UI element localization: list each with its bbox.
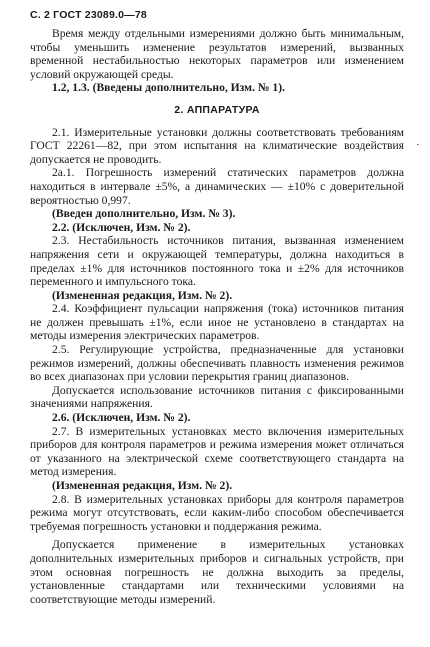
- page-header: С. 2 ГОСТ 23089.0—78: [30, 9, 147, 21]
- paragraph-2-3: 2.3. Нестабильность источников питания, вызванная изменением напряжения сети и окружающей температуры, должна находиться в пределах ±1% для источников постоянного тока и ±2% для источников переменного и импульсного тока.: [30, 234, 404, 289]
- document-body: [30, 27, 404, 606]
- paragraph-2-6: 2.6. (Исключен, Изм. № 2).: [52, 411, 191, 425]
- paragraph-2-2: 2.2. (Исключен, Изм. № 2).: [52, 220, 191, 234]
- margin-mark: ·: [416, 139, 420, 151]
- paragraph-2-8: 2.8. В измерительных установках приборы для контроля параметров режима могут отсутствовать, если каким-либо способом обеспечивается требуемая погрешность установки и поддержания режима.: [30, 492, 404, 533]
- paragraph-2-8-allowed: Допускается применение в измерительных установках дополнительных измерительных приборов и сигнальных устройств, при этом основная погрешность не должна выходить за пределы, установленные стандартами или техническими условиями на соответствующие методы измерений.: [30, 538, 404, 606]
- paragraph-amendment-3: (Введен дополнительно, Изм. № 3).: [52, 207, 236, 221]
- paragraph-revised-2-3: (Измененная редакция, Изм. № 2).: [52, 288, 233, 302]
- paragraph-2-5-allowed: Допускается использование источников питания с фиксированными значениями напряжения.: [30, 383, 404, 411]
- paragraph-2-5: 2.5. Регулирующие устройства, предназначенные для установки режимов измерений, должны обеспечивать плавность изменения режимов во всех диапазонах при условии перекрытия границ диапазонов.: [30, 343, 404, 384]
- section-title-apparatus: 2. АППАРАТУРА: [174, 103, 260, 116]
- paragraph-amendment-1: 1.2, 1.3. (Введены дополнительно, Изм. № 1).: [52, 81, 285, 95]
- paragraph-2-7: 2.7. В измерительных установках место включения измерительных приборов для контроля параметров и режима измерения может отличаться от указанного на электрической схеме соответствующего стандарта на метод измерения.: [30, 424, 404, 479]
- paragraph-2-1: 2.1. Измерительные установки должны соответствовать требованиям ГОСТ 22261—82, при этом испытания на климатические воздействия допускается не проводить.: [30, 125, 404, 166]
- paragraph-2-4: 2.4. Коэффициент пульсации напряжения (тока) источников питания не должен превышать ±1%, если иное не установлено в стандартах на методы измерения электрических параметров.: [30, 302, 404, 343]
- paragraph-time-between-measurements: Время между отдельными измерениями должно быть минимальным, чтобы уменьшить изменение результатов измерений, вызванных временной нестабильностью некоторых параметров или изменением условий окружающей среды.: [30, 27, 404, 81]
- paragraph-revised-2-7: (Измененная редакция, Изм. № 2).: [52, 479, 233, 492]
- paragraph-2a-1: 2а.1. Погрешность измерений статических параметров должна находиться в интервале ±5%, а динамических — ±10% с доверительной вероятностью 0,997.: [30, 166, 404, 207]
